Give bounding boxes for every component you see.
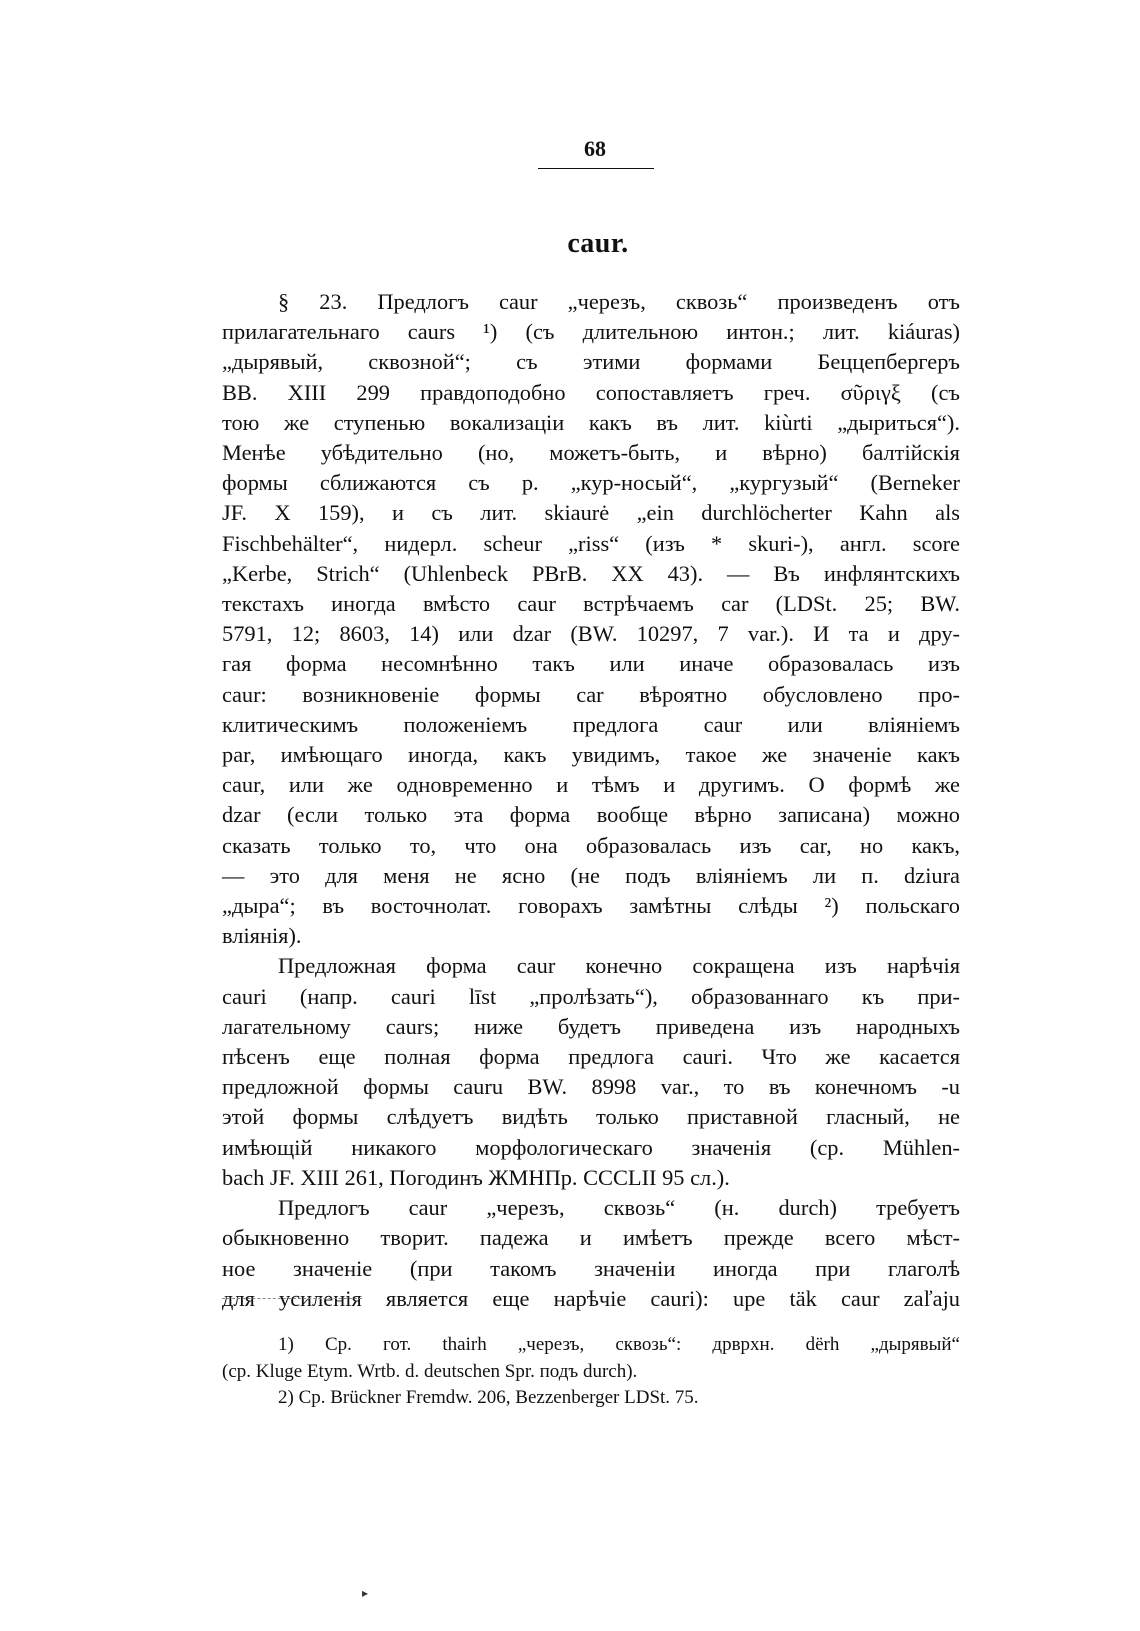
body-text-line: 5791, 12; 8603, 14) или dzar (BW. 10297, 7 var.). И та и дру-: [222, 621, 960, 647]
body-text-line: Менѣе убѣдительно (но, можетъ-быть, и вѣрно) балтійскія: [222, 440, 960, 466]
page-number-rule: [538, 168, 654, 169]
body-text-line: клитическимъ положеніемъ предлога caur или вліяніемъ: [222, 711, 960, 737]
body-text-line: „дыра“; въ восточнолат. говорахъ замѣтны слѣды ²) польскаго: [222, 893, 960, 919]
body-text-line: текстахъ иногда вмѣсто caur встрѣчаемъ car (LDSt. 25; BW.: [222, 591, 960, 617]
body-text-line: „дырявый, сквозной“; съ этими формами Беццепбергеръ: [222, 349, 960, 375]
body-text-line: формы сближаются съ р. „кур-носый“, „кургузый“ (Berneker: [222, 470, 960, 496]
body-text-line: сказать только то, что она образовалась изъ car, но какъ,: [222, 832, 960, 858]
body-text-line: dzar (если только эта форма вообще вѣрно записана) можно: [222, 802, 960, 828]
body-text-line: Fischbehälter“, нидерл. scheur „riss“ (изъ * skuri-), англ. score: [222, 530, 960, 556]
body-text-line: par, имѣющаго иногда, какъ увидимъ, такое же значеніе какъ: [222, 742, 960, 768]
body-text-line: тою же ступенью вокализаціи какъ въ лит. kiùrti „дыриться“).: [222, 409, 960, 435]
scan-mark: ▸: [362, 1586, 369, 1600]
footnotes: [222, 1332, 960, 1412]
body-text-line: caur: возникновеніе формы car вѣроятно обусловлено про-: [222, 681, 960, 707]
footnote-line: (ср. Kluge Etym. Wrtb. d. deutschen Spr. подъ durch).: [222, 1360, 638, 1382]
body-text-line: cauri (напр. cauri līst „пролѣзать“), образованнаго къ при-: [222, 983, 960, 1009]
body-text-line: имѣющій никакого морфологическаго значенія (ср. Mühlen-: [222, 1134, 960, 1160]
footnote-separator: [222, 1298, 362, 1300]
body-text-line: Предложная форма caur конечно сокращена изъ нарѣчія: [278, 953, 960, 979]
body-text-line: прилагательнаго caurs ¹) (съ длительною интон.; лит. kiáuras): [222, 319, 960, 345]
footnote-line: 1) Ср. гот. thairh „черезъ, сквозь“: дрврхн. dërh „дырявый“: [278, 1334, 960, 1355]
body-text-line: bach JF. XIII 261, Погодинъ ЖМНПр. CCCLII 95 сл.).: [222, 1164, 730, 1190]
body-text-line: для усиленія является еще нарѣчіе cauri): upe täk caur zaľaju: [222, 1285, 960, 1311]
body-text-line: вліянія).: [222, 923, 302, 949]
section-heading: caur.: [567, 228, 629, 259]
body-text-line: „Kerbe, Strich“ (Uhlenbeck PBrB. XX 43). — Въ инфлянтскихъ: [222, 560, 960, 586]
body-text-line: гая форма несомнѣнно такъ или иначе образовалась изъ: [222, 651, 960, 677]
body-text-line: — это для меня не ясно (не подъ вліяніемъ ли п. dziura: [222, 862, 960, 888]
body-text-line: ное значеніе (при такомъ значеніи иногда при глаголѣ: [222, 1255, 960, 1281]
body-text-line: этой формы слѣдуетъ видѣть только приставной гласный, не: [222, 1104, 960, 1130]
body-text-line: § 23. Предлогъ caur „черезъ, сквозь“ произведенъ отъ: [278, 289, 960, 314]
footnote-line: 2) Ср. Brückner Fremdw. 206, Bezzenberger LDSt. 75.: [278, 1387, 699, 1408]
body-text-line: предложной формы cauru BW. 8998 var., то въ конечномъ -u: [222, 1074, 960, 1100]
body-text: [222, 287, 960, 1314]
page-number: 68: [584, 136, 606, 161]
body-text-line: пѣсенъ еще полная форма предлога cauri. Что же касается: [222, 1044, 960, 1070]
body-text-line: caur, или же одновременно и тѣмъ и другимъ. О формѣ же: [222, 772, 960, 798]
body-text-line: лагательному caurs; ниже будетъ приведена изъ народныхъ: [222, 1013, 960, 1039]
body-text-line: JF. X 159), и съ лит. skiaurė „ein durchlöcherter Kahn als: [222, 500, 960, 526]
body-text-line: обыкновенно творит. падежа и имѣетъ прежде всего мѣст-: [222, 1225, 960, 1251]
body-text-line: Предлогъ caur „черезъ, сквозь“ (н. durch) требуетъ: [278, 1195, 960, 1221]
body-text-line: BB. XIII 299 правдоподобно сопоставляетъ греч. σῦριγξ (съ: [222, 379, 960, 405]
